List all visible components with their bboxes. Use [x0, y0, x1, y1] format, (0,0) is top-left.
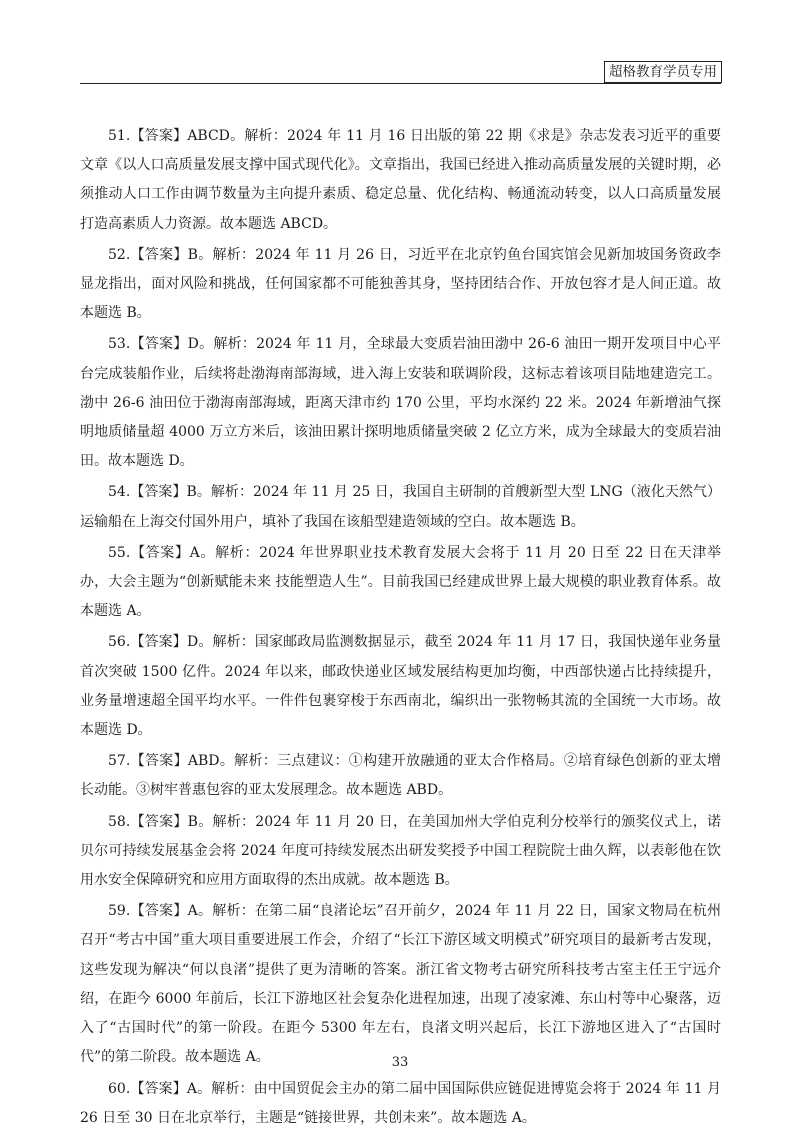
answer-entry — [80, 897, 721, 1072]
answer-entry — [80, 539, 721, 627]
entry-body: D。解析：2024 年 11 月，全球最大变质岩油田渤中 26-6 油田一期开发项目中心平台完成装船作业，后续将赴渤海南部海域，进入海上安装和联调阶段，这标志着该项目陆地建造完工。渤中 26-6 油田位于渤海南部海域，距离天津市约 170 公里，平均水深约 22 米。2024 年新增油气探明地质储量超 4000 万立方米后，该油田累计探明地质储量突破 2 亿立方米，成为全球最大的变质岩油田。故本题选 D。 — [80, 336, 721, 470]
entry-number: 58. — [108, 813, 131, 830]
entry-number: 55. — [108, 544, 131, 561]
answer-tag: 【答案】 — [130, 336, 188, 353]
entry-body: B。解析：2024 年 11 月 20 日，在美国加州大学伯克利分校举行的颁奖仪式上，诺贝尔可持续发展基金会将 2024 年度可持续发展杰出研发奖授予中国工程院院士曲久辉，以表彰他在饮用水安全保障研究和应用方面取得的杰出成就。故本题选 B。 — [80, 813, 722, 889]
answer-tag: 【答案】 — [130, 903, 188, 920]
entry-number: 56. — [108, 634, 131, 651]
entry-body: B。解析：2024 年 11 月 26 日，习近平在北京钓鱼台国宾馆会见新加坡国务资政李显龙指出，面对风险和挑战，任何国家都不可能独善其身，坚持团结合作、开放包容才是人间正道。故本题选 B。 — [80, 246, 722, 322]
answer-entry — [80, 808, 721, 896]
entry-body: B。解析：2024 年 11 月 25 日，我国自主研制的首艘新型大型 LNG（液化天然气）运输船在上海交付国外用户，填补了我国在该船型建造领域的空白。故本题选 B。 — [80, 484, 721, 530]
answer-entry — [80, 628, 721, 745]
entry-number: 59. — [108, 903, 131, 920]
entry-body: A。解析：2024 年世界职业技术教育发展大会将于 11 月 20 日至 22 日在天津举办，大会主题为“创新赋能未来 技能塑造人生”。目前我国已经建成世界上最大规模的职业教育体系。故本题选 A。 — [80, 544, 721, 620]
answer-tag: 【答案】 — [130, 634, 187, 651]
answer-entry — [80, 241, 721, 329]
answer-tag: 【答案】 — [130, 1080, 187, 1097]
entry-body: ABD。解析：三点建议：①构建开放融通的亚太合作格局。②培育绿色创新的亚太增长动能。③树牢普惠包容的亚太发展理念。故本题选 ABD。 — [80, 753, 721, 799]
entry-number: 57. — [108, 753, 131, 770]
answer-tag: 【答案】 — [130, 544, 190, 561]
answer-entry — [80, 330, 721, 476]
entry-number: 54. — [108, 484, 131, 501]
answer-tag: 【答案】 — [130, 484, 187, 501]
header-tag: 超格教育学员专用 — [604, 61, 722, 83]
answer-list — [80, 122, 721, 1135]
entry-body: ABCD。解析：2024 年 11 月 16 日出版的第 22 期《求是》杂志发表习近平的重要文章《以人口高质量发展支撑中国式现代化》。文章指出，我国已经进入推动高质量发展的关键时期，必须推动人口工作由调节数量为主向提升素质、稳定总量、优化结构、畅通流动转变，以人口高质量发展打造高素质人力资源。故本题选 ABCD。 — [80, 128, 721, 232]
entry-body: A。解析：由中国贸促会主办的第二届中国国际供应链促进博览会将于 2024 年 11 月 26 日至 30 日在北京举行，主题是“链接世界，共创未来”。故本题选 A。 — [80, 1080, 721, 1126]
entry-number: 53. — [108, 336, 131, 353]
header-divider — [80, 83, 721, 84]
answer-tag: 【答案】 — [130, 813, 188, 830]
answer-tag: 【答案】 — [130, 128, 188, 144]
entry-number: 52. — [108, 246, 131, 263]
entry-body: A。解析：在第二届“良渚论坛”召开前夕，2024 年 11 月 22 日，国家文物局在杭州召开“考古中国”重大项目重要进展工作会，介绍了“长江下游区域文明模式”研究项目的最新考古发现，这些发现为解决“何以良渚”提供了更为清晰的答案。浙江省文物考古研究所科技考古室主任王宁远介绍，在距今 6000 年前后，长江下游地区社会复杂化进程加速，出现了凌家滩、东山村等中心聚落，迈入了“古国时代”的第一阶段。在距今 5300 年左右，良渚文明兴起后，长江下游地区进入了“古国时代”的第二阶段。故本题选 A。 — [80, 903, 722, 1066]
answer-entry — [80, 1075, 721, 1133]
entry-number: 51. — [108, 128, 131, 144]
answer-entry — [80, 122, 721, 239]
answer-entry — [80, 478, 721, 536]
entry-body: D。解析：国家邮政局监测数据显示，截至 2024 年 11 月 17 日，我国快递年业务量首次突破 1500 亿件。2024 年以来，邮政快递业区域发展结构更加均衡，中西部快递占比持续提升，业务量增速超全国平均水平。一件件包裹穿梭于东西南北，编织出一张物畅其流的全国统一大市场。故本题选 D。 — [80, 634, 722, 739]
answer-tag: 【答案】 — [130, 246, 188, 263]
entry-number: 60. — [108, 1080, 131, 1097]
page-number: 33 — [391, 1055, 409, 1070]
answer-entry — [80, 747, 721, 805]
answer-tag: 【答案】 — [130, 753, 188, 770]
